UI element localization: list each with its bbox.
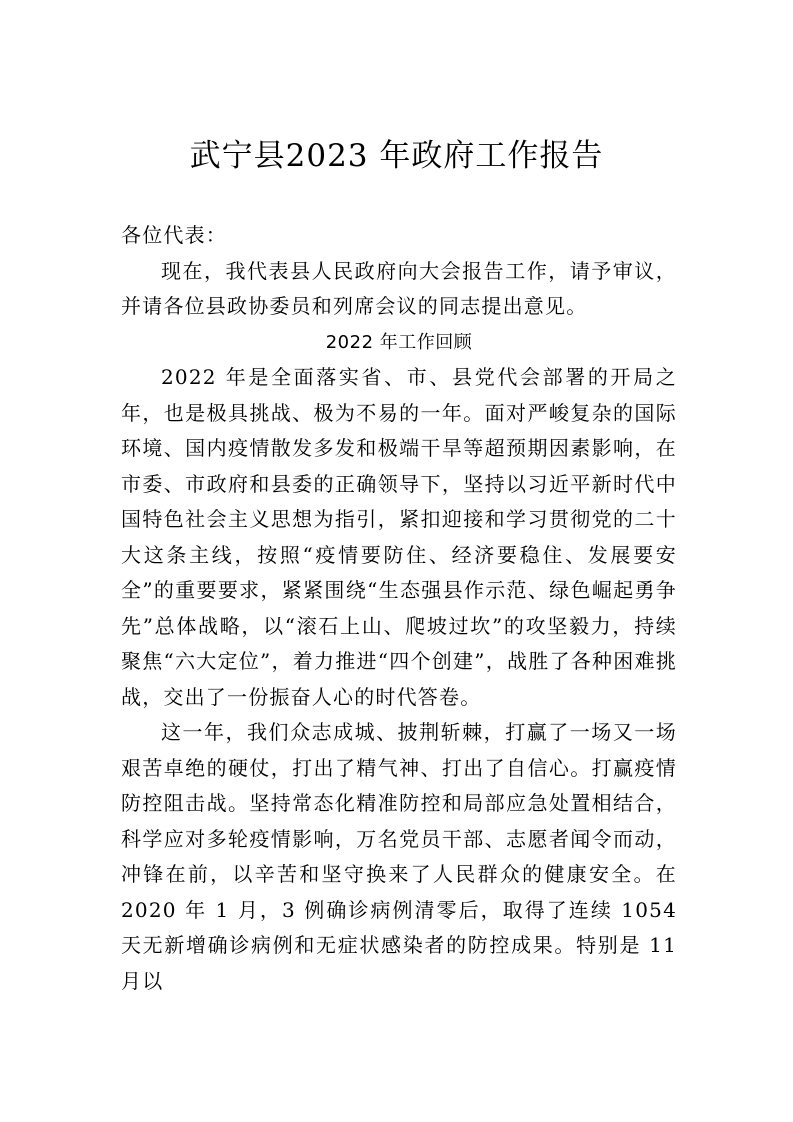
paragraph: 2022 年是全面落实省、市、县党代会部署的开局之年，也是极具挑战、极为不易的一年。面对严峻复杂的国际环境、国内疫情散发多发和极端干旱等超预期因素影响，在市委、市政府和县委的正确领导下，坚持以习近平新时代中国特色社会主义思想为指引，紧扣迎接和学习贯彻党的二十大这条主线，按照“疫情要防住、经济要稳住、发展要安全”的重要要求，紧紧围绕“生态强县作示范、绿色崛起勇争先”总体战略，以“滚石上山、爬坡过坎”的攻坚毅力，持续聚焦“六大定位”，着力推进“四个创建”，战胜了各种困难挑战，交出了一份振奋人心的时代答卷。 — [121, 365, 677, 709]
intro-paragraph: 现在，我代表县人民政府向大会报告工作，请予审议，并请各位县政协委员和列席会议的同志提出意见。 — [121, 258, 677, 318]
salutation: 各位代表： — [121, 223, 227, 247]
document-title: 武宁县2023 年政府工作报告 — [189, 138, 604, 174]
paragraph: 这一年，我们众志成城、披荆斩棘，打赢了一场又一场艰苦卓绝的硬仗，打出了精气神、打出了自信心。打赢疫情防控阻击战。坚持常态化精准防控和局部应急处置相结合，科学应对多轮疫情影响，万名党员干部、志愿者闻令而动，冲锋在前，以辛苦和坚守换来了人民群众的健康安全。在2020 年 1 月，3 例确诊病例清零后，取得了连续 1054 天无新增确诊病例和无症状感染者的防控成果。特别是 11 月以 — [121, 720, 677, 993]
document-body — [121, 218, 677, 999]
section-heading: 2022 年工作回顾 — [325, 331, 473, 353]
